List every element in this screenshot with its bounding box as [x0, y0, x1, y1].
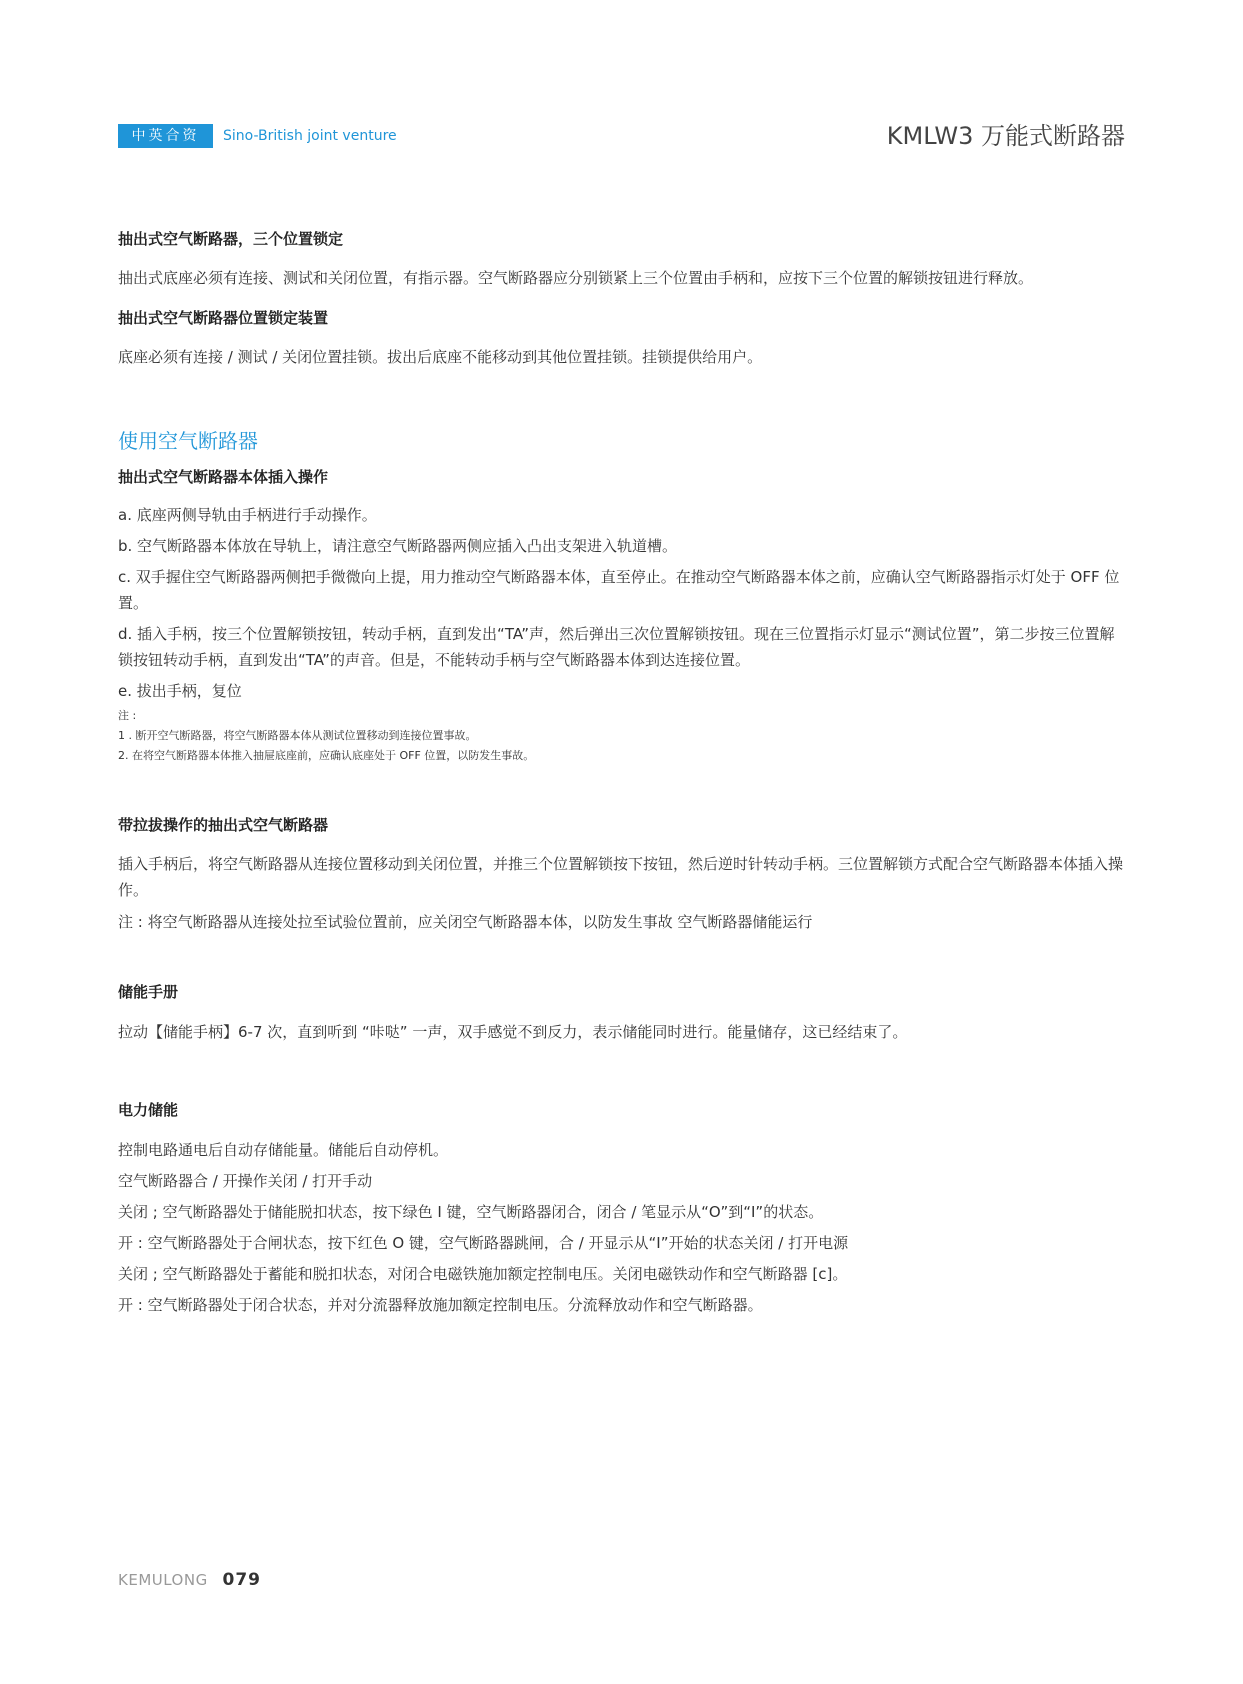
- page-footer: [118, 1570, 261, 1590]
- page-header: [118, 124, 1125, 160]
- step-c: c. 双手握住空气断路器两侧把手微微向上提，用力推动空气断路器本体，直至停止。在推动空气断路器本体之前，应确认空气断路器指示灯处于 OFF 位置。: [118, 568, 1120, 612]
- jv-badge-english: Sino-British joint venture: [223, 128, 397, 144]
- document-title: KMLW3 万能式断路器: [886, 122, 1125, 150]
- electric-line: 开 : 空气断路器处于闭合状态，并对分流器释放施加额定控制电压。分流释放动作和空气断路器。: [118, 1296, 763, 1314]
- manual-text: 拉动【储能手柄】6-7 次，直到听到 “咔哒” 一声，双手感觉不到反力，表示储能同时进行。能量储存，这已经结束了。: [118, 1023, 908, 1041]
- electric-line: 关闭 ; 空气断路器处于蓄能和脱扣状态，对闭合电磁铁施加额定控制电压。关闭电磁铁动作和空气断路器 [c]。: [118, 1265, 848, 1283]
- manual-heading: 储能手册: [118, 983, 179, 1001]
- step-d: d. 插入手柄，按三个位置解锁按钮，转动手柄，直到发出“TA”声，然后弹出三次位置解锁按钮。现在三位置指示灯显示“测试位置”，第二步按三位置解锁按钮转动手柄，直到发出“TA”的声音。但是，不能转动手柄与空气断路器本体到达连接位置。: [118, 625, 1115, 669]
- electric-heading: 电力储能: [118, 1101, 179, 1119]
- note-2: 2. 在将空气断路器本体推入抽屉底座前，应确认底座处于 OFF 位置，以防发生事故。: [118, 749, 535, 762]
- pull-text: 插入手柄后，将空气断路器从连接位置移动到关闭位置，并推三个位置解锁按下按钮，然后逆时针转动手柄。三位置解锁方式配合空气断路器本体插入操作。: [118, 855, 1124, 899]
- lock-heading: 抽出式空气断路器，三个位置锁定: [118, 230, 344, 248]
- lock-text: 抽出式底座必须有连接、测试和关闭位置，有指示器。空气断路器应分别锁紧上三个位置由手柄和，应按下三个位置的解锁按钮进行释放。: [118, 269, 1034, 287]
- page-number: 079: [222, 1570, 261, 1590]
- electric-line: 空气断路器合 / 开操作关闭 / 打开手动: [118, 1172, 373, 1190]
- insert-notes: [118, 706, 1128, 766]
- note-1: 1 . 断开空气断路器，将空气断路器本体从测试位置移动到连接位置事故。: [118, 729, 477, 742]
- footer-brand: KEMULONG: [118, 1571, 208, 1589]
- notes-label: 注 :: [118, 709, 137, 722]
- electric-line: 开 : 空气断路器处于合闸状态，按下红色 O 键，空气断路器跳闸，合 / 开显示从“I”开始的状态关闭 / 打开电源: [118, 1234, 849, 1252]
- lock-device-heading: 抽出式空气断路器位置锁定装置: [118, 309, 329, 327]
- step-b: b. 空气断路器本体放在导轨上，请注意空气断路器两侧应插入凸出支架进入轨道槽。: [118, 537, 678, 555]
- electric-lines: [118, 1137, 1128, 1318]
- use-section-title: 使用空气断路器: [118, 429, 258, 453]
- insert-steps: [118, 502, 1128, 704]
- electric-line: 控制电路通电后自动存储能量。储能后自动停机。: [118, 1141, 449, 1159]
- pull-note: 注 : 将空气断路器从连接处拉至试验位置前，应关闭空气断路器本体，以防发生事故 空气断路器储能运行: [118, 913, 813, 931]
- step-a: a. 底座两侧导轨由手柄进行手动操作。: [118, 506, 377, 524]
- pull-heading: 带拉拔操作的抽出式空气断路器: [118, 816, 329, 834]
- jv-badge: 中英合资: [118, 124, 213, 148]
- lock-device-text: 底座必须有连接 / 测试 / 关闭位置挂锁。拔出后底座不能移动到其他位置挂锁。挂锁提供给用户。: [118, 348, 763, 366]
- insert-heading: 抽出式空气断路器本体插入操作: [118, 468, 329, 486]
- electric-line: 关闭 ; 空气断路器处于储能脱扣状态，按下绿色 I 键，空气断路器闭合，闭合 / 笔显示从“O”到“I”的状态。: [118, 1203, 824, 1221]
- step-e: e. 拔出手柄，复位: [118, 682, 242, 700]
- page-content: [118, 228, 1128, 1318]
